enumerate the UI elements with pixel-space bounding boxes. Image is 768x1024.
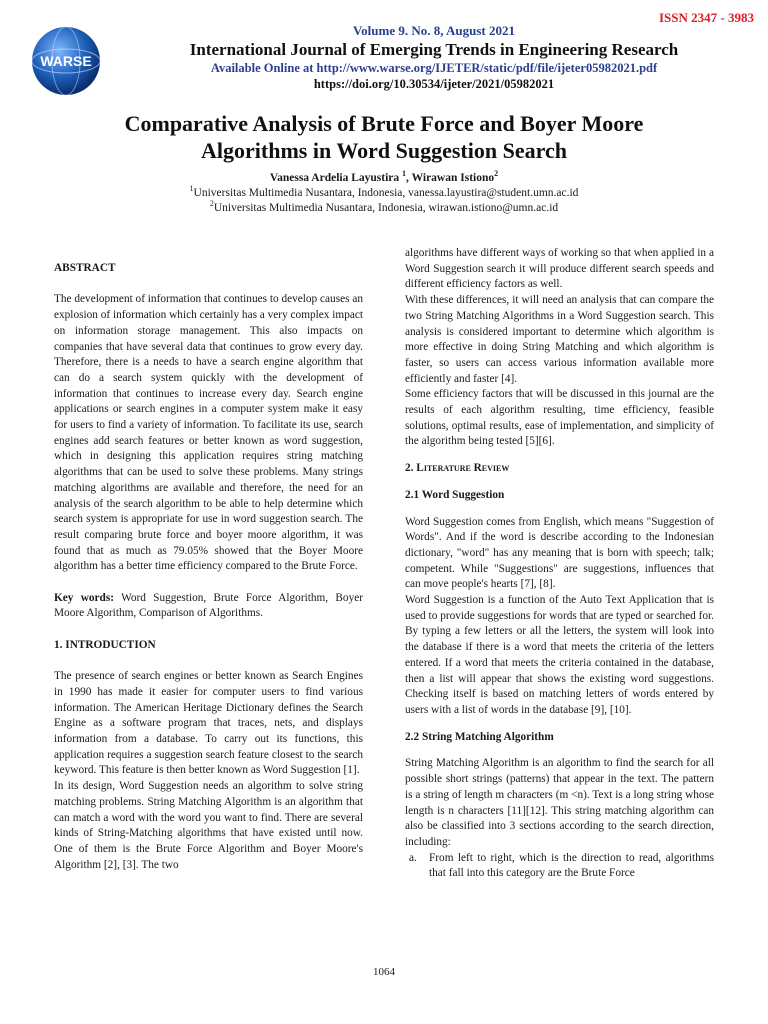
title-line-2: Algorithms in Word Suggestion Search: [201, 138, 567, 163]
list-item-marker: a.: [409, 851, 417, 864]
intro-paragraph-4: With these differences, it will need an analysis that can compare the two String Matching Algorithms in a Word Suggestion search. This analysis is considered important to determine which algorithm is more effective in doing String Matching and which algorithm is faster, so users can access various information available more efficiently and faster [4].: [405, 294, 714, 385]
available-online-link[interactable]: Available Online at http://www.warse.org/IJETER/static/pdf/file/ijeter05982021.pdf: [210, 61, 658, 75]
author-names: Vanessa Ardelia Layustira $^1$, Wirawan Istiono$^2$: [269, 169, 499, 184]
paper-title: [0, 110, 768, 164]
abstract-heading: ABSTRACT: [54, 262, 116, 274]
journal-header: [100, 22, 768, 93]
intro-paragraph-1: The presence of search engines or better known as Search Engines in 1990 has made it easier for computer users to find various information. The American Heritage Dictionary defines the Search Engine as a software program that traces, nets, and displays information from a database. To carry out its functions, this application requires a suggestion search feature closest to the search keyword. This feature is then better known as Word Suggestion [1].: [54, 670, 363, 777]
affiliation-1-sup: 1: [189, 184, 194, 194]
keywords-label: Key words:: [54, 591, 114, 604]
keywords: [54, 591, 363, 622]
affiliation-2-sup: 2: [209, 199, 214, 209]
author-2-sup: 2: [494, 169, 499, 179]
affiliation-1: [0, 186, 768, 201]
left-column: [54, 246, 363, 873]
page-number: 1064: [373, 966, 395, 978]
logo-text: WARSE: [40, 53, 92, 69]
intro-paragraph-5: Some efficiency factors that will be discussed in this journal are the results of each algorithm resulting, time efficiency, feasible solutions, optimal results, ease of implementation, and simplicity of the algorithm being tested [5][6].: [405, 388, 714, 448]
abstract-text: The development of information that continues to develop causes an explosion of information which certainly has a very complex impact on information storage management. This also impacts on companies that have several data that continues to grow every day. Therefore, there is a needs to have a search engine algorithm that can do a search system quickly with the development of information that continues to increase every day. Search engine applications or search engines in a computer system make it easy for users to find a variety of information. To facilitate its use, search engines add search features or better known as word suggestion, which in designing this application requires string matching algorithms that can be used to solve these problems. Many strings matching algorithms are available and therefore, the need for an analysis of the search algorithm to be able to help determine which search system is appropriate for use in word suggestion search. The result comparing brute force and boyer moore algorithm, it was found that as much as 79.05% showed that the Boyer Moore algorithm has a better time efficiency compared to the Brute Force.: [54, 293, 364, 573]
affiliation-1-text: Universitas Multimedia Nusantara, Indonesia, vanessa.layustira@student.umn.ac.id: [193, 187, 579, 199]
authors-block: [0, 171, 768, 216]
word-suggestion-heading: 2.1 Word Suggestion: [405, 488, 505, 501]
issn-label: ISSN 2347 - 3983: [659, 10, 754, 25]
keywords-text: Word Suggestion, Brute Force Algorithm, Boyer Moore Algorithm, Comparison of Algorithms.: [54, 591, 364, 620]
string-matching-heading: 2.2 String Matching Algorithm: [405, 730, 554, 743]
author-2: Wirawan Istiono: [411, 172, 495, 184]
right-column: [405, 246, 714, 882]
word-suggestion-paragraph-2: Word Suggestion is a function of the Auto Text Application that is used to provide suggestions for words that are typed or searched for. By typing a few letters or all the letters, the system will look into the database if there is a word that meets the criteria of the letters entered. If a word that meets the criteria contained in the database, then a list will appear that shows the existing word suggestions. Checking itself is based on matching letters of words entered by users with a list of words in the database [9], [10].: [405, 594, 714, 716]
list-item-text: From left to right, which is the direction to read, algorithms that fall into this category are the Brute Force: [429, 851, 714, 880]
affiliation-2-text: Universitas Multimedia Nusantara, Indonesia, wirawan.istiono@umn.ac.id: [213, 202, 559, 214]
journal-name: International Journal of Emerging Trends in Engineering Research: [189, 40, 679, 59]
introduction-heading: 1. INTRODUCTION: [54, 638, 156, 651]
doi-link[interactable]: https://doi.org/10.30534/ijeter/2021/05982021: [313, 77, 555, 91]
intro-paragraph-3: algorithms have different ways of working so that when applied in a Word Suggestion search it will produce different search speeds and different efficiency factors as well.: [405, 247, 714, 291]
warse-logo: [30, 25, 102, 97]
author-1: Vanessa Ardelia Layustira: [269, 172, 400, 184]
volume-info: Volume 9. No. 8, August 2021: [352, 23, 516, 38]
word-suggestion-paragraph-1: Word Suggestion comes from English, which means "Suggestion of Words". And if the word is describe according to the Indonesian dictionary, "word" has any meaning that is born with speech; talk; competent. While "Suggestions" are suggestions, influences that can move people's hearts [7], [8].: [405, 515, 714, 591]
affiliation-2: [0, 201, 768, 216]
literature-review-heading: 2. Literature Review: [405, 462, 510, 475]
author-1-sup: 1: [402, 169, 407, 179]
intro-paragraph-2: In its design, Word Suggestion needs an algorithm to solve string matching problems. String Matching Algorithm is an algorithm that can match a word with the word you want to find. There are several kinds of String-Matching algorithms that have existed until now. One of them is the Brute Force Algorithm and Boyer Moore's Algorithm [2], [3]. The two: [54, 780, 363, 871]
string-matching-paragraph: String Matching Algorithm is an algorithm to find the search for all possible short strings (patterns) that appear in the text. The pattern is a string of length m characters (m <n). Text is a long string whose length is n characters [11][12]. This string matching algorithm can also be classified into 3 sections according to the search direction, including:: [405, 757, 714, 848]
title-line-1: Comparative Analysis of Brute Force and Boyer Moore: [124, 111, 644, 136]
list-item: [405, 851, 714, 882]
